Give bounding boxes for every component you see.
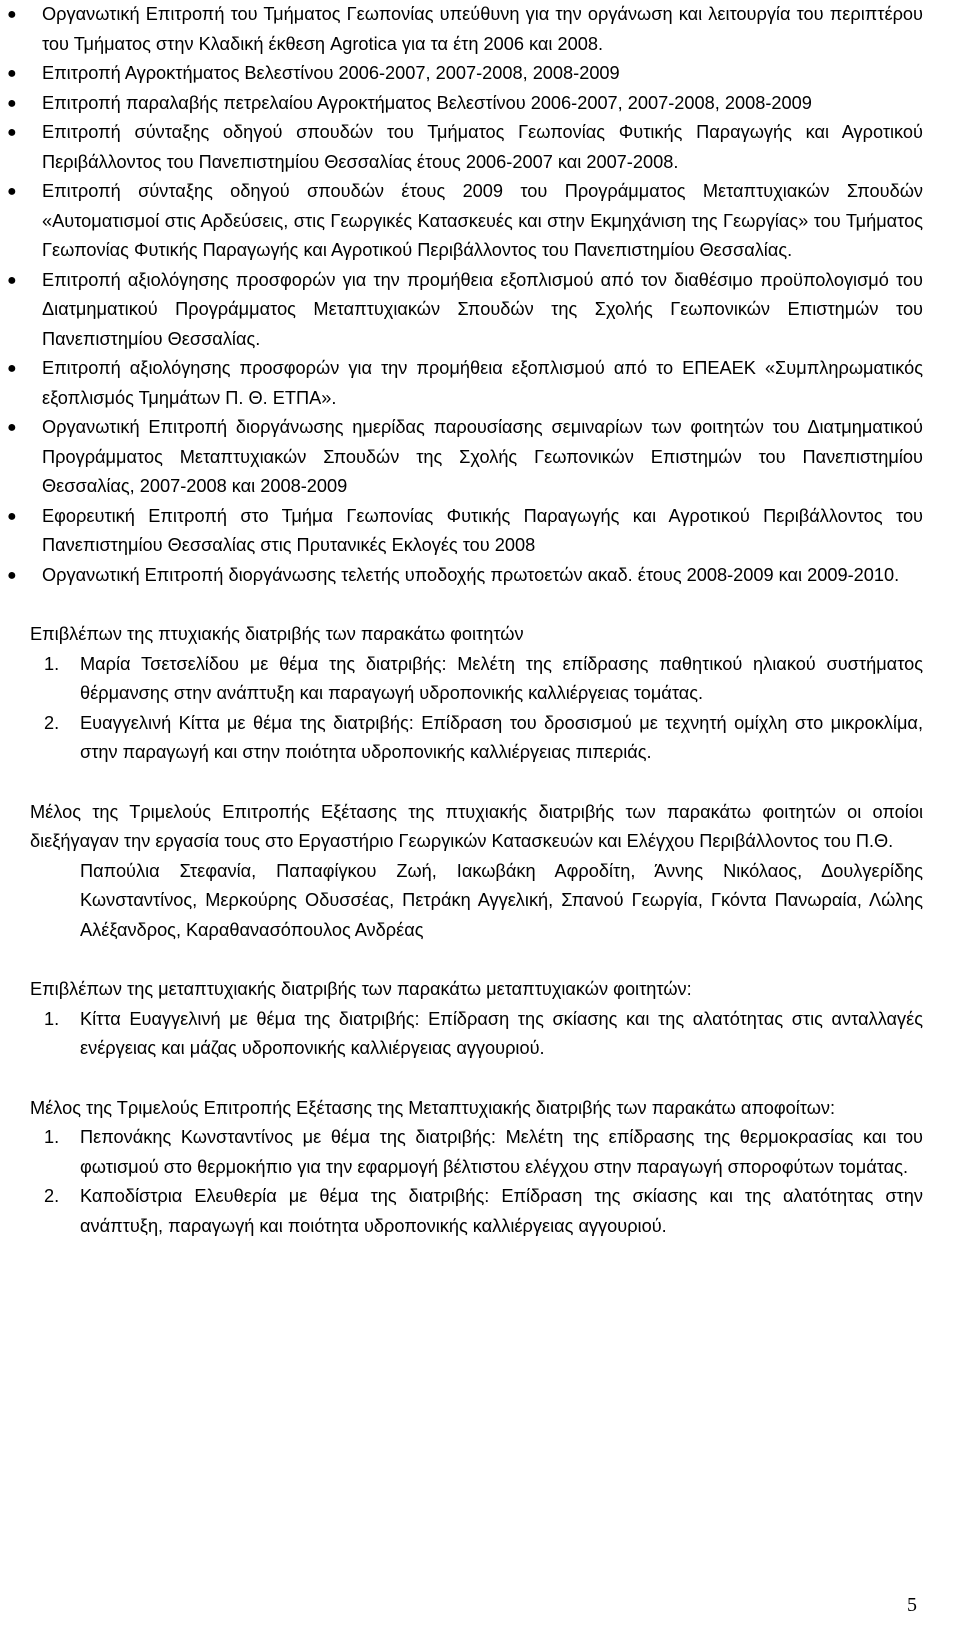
committee-undergrad-heading: Μέλος της Τριμελούς Επιτροπής Εξέτασης της πτυχιακής διατριβής των παρακάτω φοιτητών οι οποίοι διεξήγαγαν την εργασία τους στο Εργαστήριο Γεωργικών Κατασκευών και Ελέγχου Περιβάλλοντος του Π.Θ. <box>30 801 923 851</box>
bullet-item <box>7 118 923 177</box>
bullet-item <box>7 502 923 561</box>
list-text: Καποδίστρια Ελευθερία με θέμα της διατριβής: Επίδραση της σκίασης και της αλατότητας στην ανάπτυξη, παραγωγή και ποιότητα υδροπονικής καλλιέργειας αγγουριού. <box>80 1186 923 1236</box>
bullet-text: Επιτροπή Αγροκτήματος Βελεστίνου 2006-2007, 2007-2008, 2008-2009 <box>42 63 620 83</box>
bullet-text: Επιτροπή αξιολόγησης προσφορών για την προμήθεια εξοπλισμού από τον διαθέσιμο προϋπολογισμό του Διατμηματικού Προγράμματος Μεταπτυχιακών Σπουδών της Σχολής Γεωπονικών Επιστημών του Πανεπιστημίου Θεσσαλίας. <box>42 269 923 349</box>
bullet-text: Οργανωτική Επιτροπή του Τμήματος Γεωπονίας υπεύθυνη για την οργάνωση και λειτουργία του περιπτέρου του Τμήματος στην Κλαδική έκθεση Agrotica για τα έτη 2006 και 2008. <box>42 4 923 54</box>
bullet-icon: ● <box>7 124 17 141</box>
section-gap <box>30 768 923 798</box>
bullet-icon: ● <box>7 360 17 377</box>
section-gap <box>30 590 923 620</box>
bullet-item <box>7 266 923 355</box>
bullet-text: Επιτροπή σύνταξης οδηγού σπουδών του Τμήματος Γεωπονίας Φυτικής Παραγωγής και Αγροτικού Περιβάλλοντος του Πανεπιστημίου Θεσσαλίας έτους 2006-2007 και 2007-2008. <box>42 122 923 172</box>
list-item <box>30 1005 923 1064</box>
bullet-item <box>7 89 923 119</box>
page-number: 5 <box>907 1594 917 1616</box>
bullet-icon: ● <box>7 566 17 584</box>
bullet-text: Επιτροπή παραλαβής πετρελαίου Αγροκτήματος Βελεστίνου 2006-2007, 2007-2008, 2008-2009 <box>42 92 812 113</box>
list-number: 1. <box>44 653 60 674</box>
list-text: Ευαγγελινή Κίττα με θέμα της διατριβής: Επίδραση του δροσισμού με τεχνητή ομίχλη στο μικροκλίμα, στην παραγωγή και στην ποιότητα υδροπονικής καλλιέργειας πιπεριάς. <box>80 712 923 762</box>
bullet-item <box>7 59 923 89</box>
bullet-item <box>7 354 923 413</box>
list-number: 1. <box>44 1008 60 1029</box>
bullet-icon: ● <box>7 507 17 525</box>
bullet-text: Οργανωτική Επιτροπή διοργάνωσης τελετής υποδοχής πρωτοετών ακαδ. έτους 2008-2009 και 2009-2010. <box>42 564 900 585</box>
bullet-item <box>7 177 923 266</box>
document-content <box>7 0 923 1241</box>
bullet-text: Οργανωτική Επιτροπή διοργάνωσης ημερίδας παρουσίασης σεμιναρίων των φοιτητών του Διατμηματικού Προγράμματος Μεταπτυχιακών Σπουδών της Σχολής Γεωπονικών Επιστημών του Πανεπιστημίου Θεσσαλίας, 2007-2008 και 2008-2009 <box>42 417 923 496</box>
list-text: Πεπονάκης Κωνσταντίνος με θέμα της διατριβής: Μελέτη της επίδρασης της θερμοκρασίας και του φωτισμού στο θερμοκήπιο για την εφαρμογή βέλτιστου ελέγχου στην παραγωγή σποροφύτων τομάτας. <box>80 1127 923 1177</box>
bullet-item <box>7 561 923 591</box>
bullet-item <box>7 413 923 502</box>
list-text: Κίττα Ευαγγελινή με θέμα της διατριβής: Επίδραση της σκίασης και της αλατότητας στις ανταλλαγές ενέργειας και μάζας υδροπονικής καλλιέργειας αγγουριού. <box>80 1008 923 1058</box>
list-number: 2. <box>44 1186 60 1206</box>
bullet-icon: ● <box>7 94 17 112</box>
bullet-icon: ● <box>7 419 17 436</box>
postgrad-supervision-heading: Επιβλέπων της μεταπτυχιακής διατριβής των παρακάτω μεταπτυχιακών φοιτητών: <box>30 979 692 999</box>
list-item <box>30 1182 923 1241</box>
list-number: 2. <box>44 712 60 733</box>
postgrad-supervision-list <box>30 1005 923 1064</box>
list-item <box>30 709 923 768</box>
section-gap <box>30 1064 923 1094</box>
bullet-item <box>7 0 923 59</box>
list-number: 1. <box>44 1127 60 1147</box>
bullet-icon: ● <box>7 65 17 82</box>
bullet-text: Επιτροπή σύνταξης οδηγού σπουδών έτους 2009 του Προγράμματος Μεταπτυχιακών Σπουδών «Αυτοματισμοί στις Αρδεύσεις, στις Γεωργικές Κατασκευές και στην Εκμηχάνιση της Γεωργίας» του Τμήματος Γεωπονίας Φυτικής Παραγωγής και Αγροτικού Περιβάλλοντος του Πανεπιστημίου Θεσσαλίας. <box>42 181 923 260</box>
bullet-text: Εφορευτική Επιτροπή στο Τμήμα Γεωπονίας Φυτικής Παραγωγής και Αγροτικού Περιβάλλοντος του Πανεπιστημίου Θεσσαλίας στις Πρυτανικές Εκλογές του 2008 <box>42 505 923 555</box>
bullet-text: Επιτροπή αξιολόγησης προσφορών για την προμήθεια εξοπλισμού από το ΕΠΕΑΕΚ «Συμπληρωματικός εξοπλισμός Τμημάτων Π. Θ. ΕΤΠΑ». <box>42 358 923 408</box>
bullet-icon: ● <box>7 6 17 23</box>
undergrad-supervision-list <box>30 650 923 768</box>
bullet-icon: ● <box>7 183 17 200</box>
section-gap <box>30 945 923 975</box>
list-item <box>30 1123 923 1182</box>
undergrad-supervision-heading: Επιβλέπων της πτυχιακής διατριβής των παρακάτω φοιτητών <box>30 624 524 644</box>
list-text: Μαρία Τσετσελίδου με θέμα της διατριβής: Μελέτη της επίδρασης παθητικού ηλιακού συστήματος θέρμανσης στην ανάπτυξη και παραγωγή υδροπονικής καλλιέργειας τομάτας. <box>80 653 923 703</box>
committee-undergrad-names: Παπούλια Στεφανία, Παπαφίγκου Ζωή, Ιακωβάκη Αφροδίτη, Άννης Νικόλαος, Δουλγερίδης Κωνσταντίνος, Μερκούρης Οδυσσέας, Πετράκη Αγγελική, Σπανού Γεωργία, Γκόντα Πανωραία, Λώλης Αλέξανδρος, Καραθανασόπουλος Ανδρέας <box>80 860 923 940</box>
committee-postgrad-list <box>30 1123 923 1241</box>
committee-postgrad-heading: Μέλος της Τριμελούς Επιτροπής Εξέτασης της Μεταπτυχιακής διατριβής των παρακάτω αποφοίτων: <box>30 1097 836 1118</box>
list-item <box>30 650 923 709</box>
committee-bullet-list <box>7 0 923 590</box>
bullet-icon: ● <box>7 271 17 289</box>
